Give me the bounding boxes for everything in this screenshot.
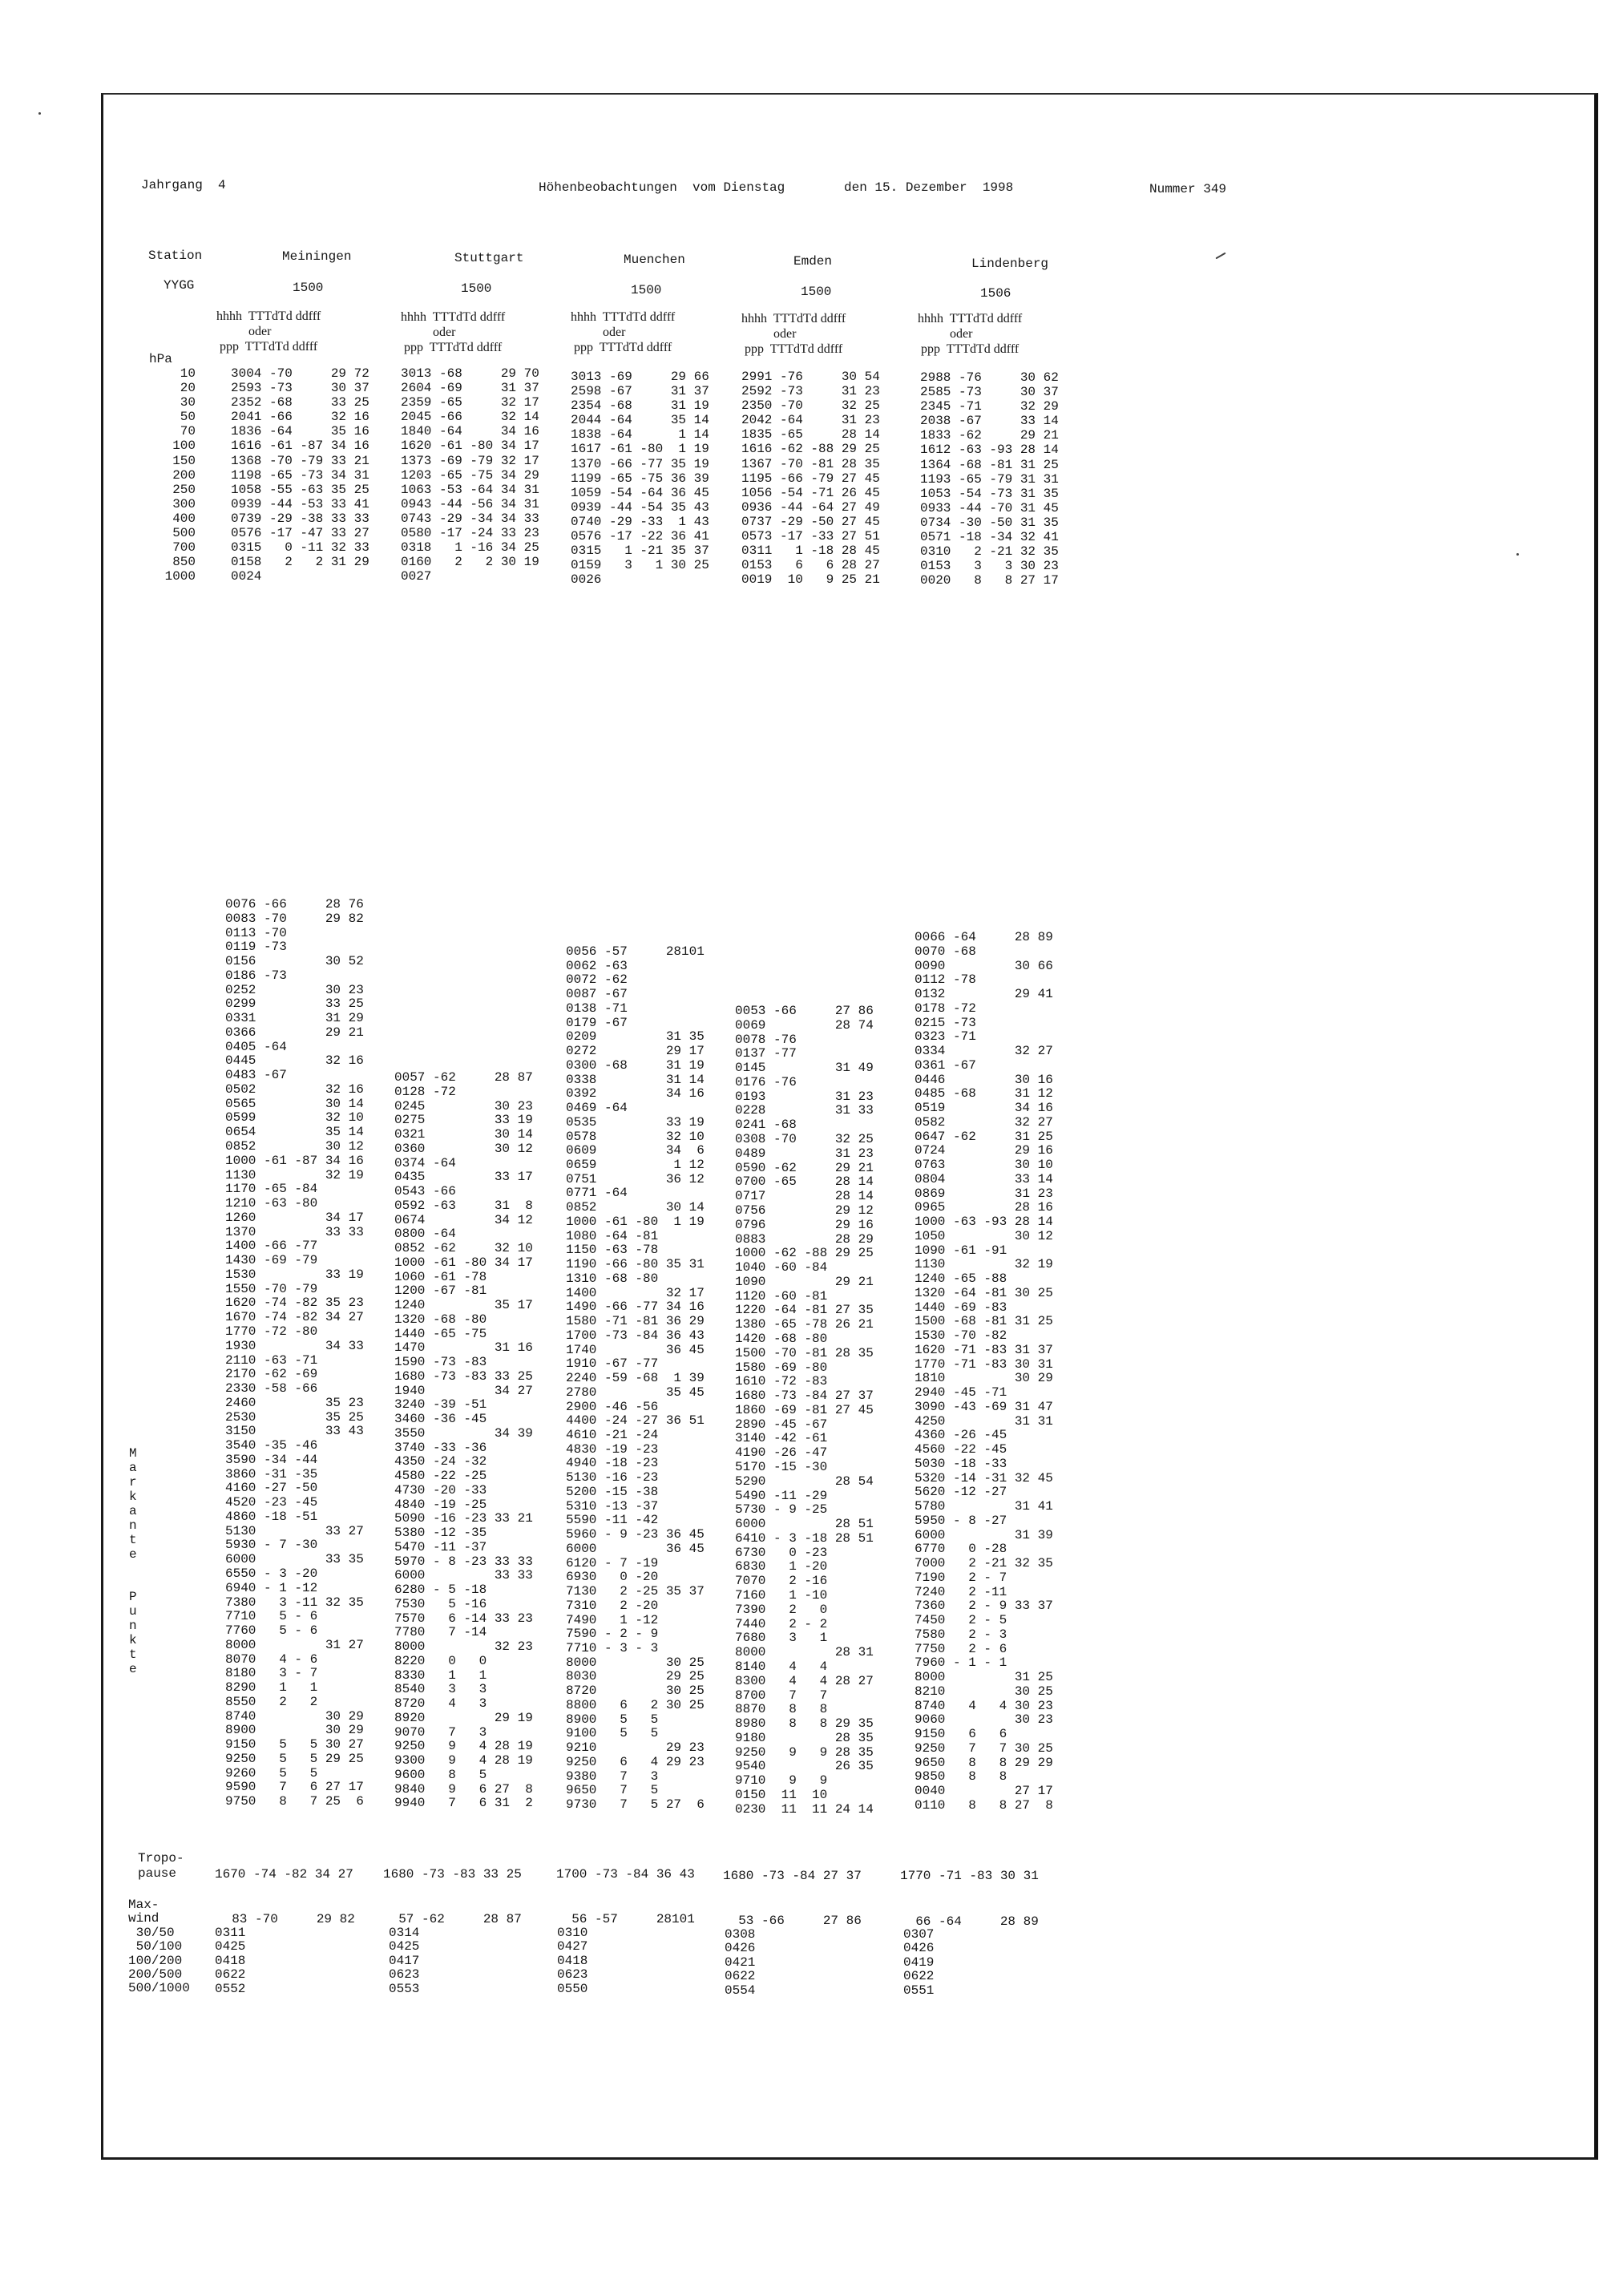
maxwind-values: 66 -64 28 89 — [900, 1914, 1039, 1929]
scan-mark — [38, 112, 41, 115]
significant-levels: 0053 -66 27 86 0069 28 74 0078 -76 0137 -77 0145 31 49 0176 -76 0193 31 23 0228 31 33 0241 -68 0308 -70 32 25 0489 31 23 0590 -62 29 21 0700 -65 28 14 0717 28 14 0756 29 12 0796 29 16 0883 28 29 1000 -62 -88 29 25 1040 -60 -84 1090 29 21 1120 -60 -81 1220 -64 -81 27 35 1380 -65 -78 26 21 1420 -68 -80 1500 -70 -81 28 35 1580 -69 -80 1610 -72 -83 1680 -73 -84 27 37 1860 -69 -81 27 45 2890 -45 -67 3140 -42 -61 4190 -26 -47 5170 -15 -30 5290 28 54 5490 -11 -29 5730 - 9 -25 6000 28 51 6410 - 3 -18 28 51 6730 0 -23 6830 1 -20 7070 2 -16 7160 1 -10 7390 2 0 7440 2 - 2 7680 3 1 8000 28 31 8140 4 4 8300 4 4 28 27 8700 7 7 8870 8 8 8980 8 8 29 35 9180 28 35 9250 9 9 28 35 9540 26 35 9710 9 9 0150 11 10 0230 11 11 24 14 — [735, 1004, 874, 1817]
station-yygg: 1500 — [461, 281, 492, 296]
standard-levels: 2988 -76 30 62 2585 -73 30 37 2345 -71 32 29 2038 -67 33 14 1833 -62 29 21 1612 -63 -93 28 14 1364 -68 -81 31 25 1193 -65 -79 31 31 1053 -54 -73 31 35 0933 -44 -70 31 45 0734 -30 -50 31 35 0571 -18 -34 32 41 0310 2 -21 32 35 0153 3 3 30 23 0020 8 8 27 17 — [920, 370, 1059, 588]
standard-levels: 3004 -70 29 72 2593 -73 30 37 2352 -68 33 25 2041 -66 32 16 1836 -64 35 16 1616 -61 -87 34 16 1368 -70 -79 33 21 1198 -65 -73 34 31 1058 -55 -63 35 25 0939 -44 -53 33 41 0739 -29 -38 33 33 0576 -17 -47 33 27 0315 0 -11 32 33 0158 2 2 31 29 0024 — [231, 366, 369, 584]
maxwind-label: Max- wind 30/50 50/100 100/200 200/500 500/1000 — [128, 1898, 190, 1996]
wind-shear-values: 0307 0426 0419 0622 0551 — [903, 1927, 935, 1998]
station-name: Muenchen — [624, 253, 685, 267]
maxwind-values: 83 -70 29 82 — [216, 1912, 355, 1926]
markante-label: M a r k a n t e — [129, 1446, 137, 1562]
significant-levels: 0056 -57 28101 0062 -63 0072 -62 0087 -67 0138 -71 0179 -67 0209 31 35 0272 29 17 0300 -68 31 19 0338 31 14 0392 34 16 0469 -64 0535 33 19 0578 32 10 0609 34 6 0659 1 12 0751 36 12 0771 -64 0852 30 14 1000 -61 -80 1 19 1080 -64 -81 1150 -63 -78 1190 -66 -80 35 31 1310 -68 -80 1400 32 17 1490 -66 -77 34 16 1580 -71 -81 36 29 1700 -73 -84 36 43 1740 36 45 1910 -67 -77 2240 -59 -68 1 39 2780 35 45 2900 -46 -56 4400 -24 -27 36 51 4610 -21 -24 4830 -19 -23 4940 -18 -23 5130 -16 -23 5200 -15 -38 5310 -13 -37 5590 -11 -42 5960 - 9 -23 36 45 6000 36 45 6120 - 7 -19 6930 0 -20 7130 2 -25 35 37 7310 2 -20 7490 1 -12 7590 - 2 - 9 7710 - 3 - 3 8000 30 25 8030 29 25 8720 30 25 8800 6 2 30 25 8900 5 5 9100 5 5 9210 29 23 9250 6 4 29 23 9380 7 3 9650 7 5 9730 7 5 27 6 — [566, 944, 705, 1813]
tropopause-values: 1680 -73 -84 27 37 — [723, 1869, 862, 1883]
punkte-label: P u n k t e — [129, 1590, 137, 1676]
significant-levels: 0076 -66 28 76 0083 -70 29 82 0113 -70 0119 -73 0156 30 52 0186 -73 0252 30 23 0299 33 25 0331 31 29 0366 29 21 0405 -64 0445 32 16 0483 -67 0502 32 16 0565 30 14 0599 32 10 0654 35 14 0852 30 12 1000 -61 -87 34 16 1130 32 19 1170 -65 -84 1210 -63 -80 1260 34 17 1370 33 33 1400 -66 -77 1430 -69 -79 1530 33 19 1550 -70 -79 1620 -74 -82 35 23 1670 -74 -82 34 27 1770 -72 -80 1930 34 33 2110 -63 -71 2170 -62 -69 2330 -58 -66 2460 35 23 2530 35 25 3150 33 43 3540 -35 -46 3590 -34 -44 3860 -31 -35 4160 -27 -50 4520 -23 -45 4860 -18 -51 5130 33 27 5930 - 7 -30 6000 33 35 6550 - 3 -20 6940 - 1 -12 7380 3 -11 32 35 7710 5 - 6 7760 5 - 6 8000 31 27 8070 4 - 6 8180 3 - 7 8290 1 1 8550 2 2 8740 30 29 8900 30 29 9150 5 5 30 27 9250 5 5 29 25 9260 5 5 9590 7 6 27 17 9750 8 7 25 6 — [225, 897, 364, 1809]
station-name: Emden — [793, 254, 833, 269]
wind-shear-values: 0311 0425 0418 0622 0552 — [215, 1926, 246, 1996]
column-header: hhhh TTTdTd ddfff oder ppp TTTdTd ddfff — [741, 312, 846, 356]
wind-shear-values: 0314 0425 0417 0623 0553 — [389, 1926, 420, 1996]
header-title: Höhenbeobachtungen vom Dienstag — [539, 180, 785, 195]
station-label: Station — [148, 249, 203, 263]
tropopause-values: 1680 -73 -83 33 25 — [383, 1867, 522, 1882]
station-yygg: 1506 — [980, 286, 1011, 301]
wind-shear-values: 0310 0427 0418 0623 0550 — [557, 1926, 588, 1996]
standard-levels: 3013 -68 29 70 2604 -69 31 37 2359 -65 32 17 2045 -66 32 14 1840 -64 34 16 1620 -61 -80 34 17 1373 -69 -79 32 17 1203 -65 -75 34 29 1063 -53 -64 34 31 0943 -44 -56 34 31 0743 -29 -34 34 33 0580 -17 -24 33 23 0318 1 -16 34 25 0160 2 2 30 19 0027 — [401, 366, 539, 584]
hpa-label: hPa — [149, 352, 172, 366]
maxwind-values: 57 -62 28 87 — [383, 1912, 522, 1926]
header-date: den 15. Dezember 1998 — [844, 180, 1014, 195]
standard-levels: 3013 -69 29 66 2598 -67 31 37 2354 -68 31 19 2044 -64 35 14 1838 -64 1 14 1617 -61 -80 1 19 1370 -66 -77 35 19 1199 -65 -75 36 39 1059 -54 -64 36 45 0939 -44 -54 35 43 0740 -29 -33 1 43 0576 -17 -22 36 41 0315 1 -21 35 37 0159 3 1 30 25 0026 — [571, 370, 709, 588]
standard-levels: 2991 -76 30 54 2592 -73 31 23 2350 -70 32 25 2042 -64 31 23 1835 -65 28 14 1616 -62 -88 29 25 1367 -70 -81 28 35 1195 -66 -79 27 45 1056 -54 -71 26 45 0936 -44 -64 27 49 0737 -29 -50 27 45 0573 -17 -33 27 51 0311 1 -18 28 45 0153 6 6 28 27 0019 10 9 25 21 — [741, 370, 880, 588]
station-yygg: 1500 — [801, 285, 832, 299]
significant-levels: 0066 -64 28 89 0070 -68 0090 30 66 0112 -78 0132 29 41 0178 -72 0215 -73 0323 -71 0334 32 27 0361 -67 0446 30 16 0485 -68 31 12 0519 34 16 0582 32 27 0647 -62 31 25 0724 29 16 0763 30 10 0804 33 14 0869 31 23 0965 28 16 1000 -63 -93 28 14 1050 30 12 1090 -61 -91 1130 32 19 1240 -65 -88 1320 -64 -81 30 25 1440 -69 -83 1500 -68 -81 31 25 1530 -70 -82 1620 -71 -83 31 37 1770 -71 -83 30 31 1810 30 29 2940 -45 -71 3090 -43 -69 31 47 4250 31 31 4360 -26 -45 4560 -22 -45 5030 -18 -33 5320 -14 -31 32 45 5620 -12 -27 5780 31 41 5950 - 8 -27 6000 31 39 6770 0 -28 7000 2 -21 32 35 7190 2 - 7 7240 2 -11 7360 2 - 9 33 37 7450 2 - 5 7580 2 - 3 7750 2 - 6 7960 - 1 - 1 8000 31 25 8210 30 25 8740 4 4 30 23 9060 30 23 9150 6 6 9250 7 7 30 25 9650 8 8 29 29 9850 8 8 0040 27 17 0110 8 8 27 8 — [915, 930, 1053, 1813]
header-number: Nummer 349 — [1149, 182, 1227, 196]
station-name: Meiningen — [282, 249, 352, 264]
column-header: hhhh TTTdTd ddfff oder ppp TTTdTd ddfff — [918, 312, 1023, 356]
yygg-label: YYGG — [164, 278, 195, 293]
scan-mark — [1516, 553, 1519, 556]
pressure-levels: 10 20 30 50 70 100 150 200 250 300 400 500 700 850 1000 — [164, 366, 196, 584]
tropopause-values: 1670 -74 -82 34 27 — [215, 1867, 353, 1882]
wind-shear-values: 0308 0426 0421 0622 0554 — [725, 1927, 756, 1998]
tropopause-values: 1770 -71 -83 30 31 — [900, 1869, 1039, 1883]
maxwind-values: 53 -66 27 86 — [723, 1914, 862, 1928]
column-header: hhhh TTTdTd ddfff oder ppp TTTdTd ddfff — [571, 310, 676, 354]
station-yygg: 1500 — [631, 283, 662, 297]
tropopause-label: Tropo- pause — [138, 1851, 184, 1881]
column-header: hhhh TTTdTd ddfff oder ppp TTTdTd ddfff — [216, 309, 321, 354]
station-yygg: 1500 — [293, 281, 324, 295]
maxwind-values: 56 -57 28101 — [556, 1912, 695, 1926]
station-name: Lindenberg — [971, 257, 1049, 271]
significant-levels: 0057 -62 28 87 0128 -72 0245 30 23 0275 33 19 0321 30 14 0360 30 12 0374 -64 0435 33 17 0543 -66 0592 -63 31 8 0674 34 12 0800 -64 0852 -62 32 10 1000 -61 -80 34 17 1060 -61 -78 1200 -67 -81 1240 35 17 1320 -68 -80 1440 -65 -75 1470 31 16 1590 -73 -83 1680 -73 -83 33 25 1940 34 27 3240 -39 -51 3460 -36 -45 3550 34 39 3740 -33 -36 4350 -24 -32 4580 -22 -25 4730 -20 -33 4840 -19 -25 5090 -16 -23 33 21 5380 -12 -35 5470 -11 -37 5970 - 8 -23 33 33 6000 33 33 6280 - 5 -18 7530 5 -16 7570 6 -14 33 23 7780 7 -14 8000 32 23 8220 0 0 8330 1 1 8540 3 3 8720 4 3 8920 29 19 9070 7 3 9250 9 4 28 19 9300 9 4 28 19 9600 8 5 9840 9 6 27 8 9940 7 6 31 2 — [394, 1070, 533, 1811]
station-name: Stuttgart — [454, 251, 524, 265]
header-volume: Jahrgang 4 — [141, 178, 226, 192]
column-header: hhhh TTTdTd ddfff oder ppp TTTdTd ddfff — [401, 310, 506, 354]
tropopause-values: 1700 -73 -84 36 43 — [556, 1867, 695, 1882]
